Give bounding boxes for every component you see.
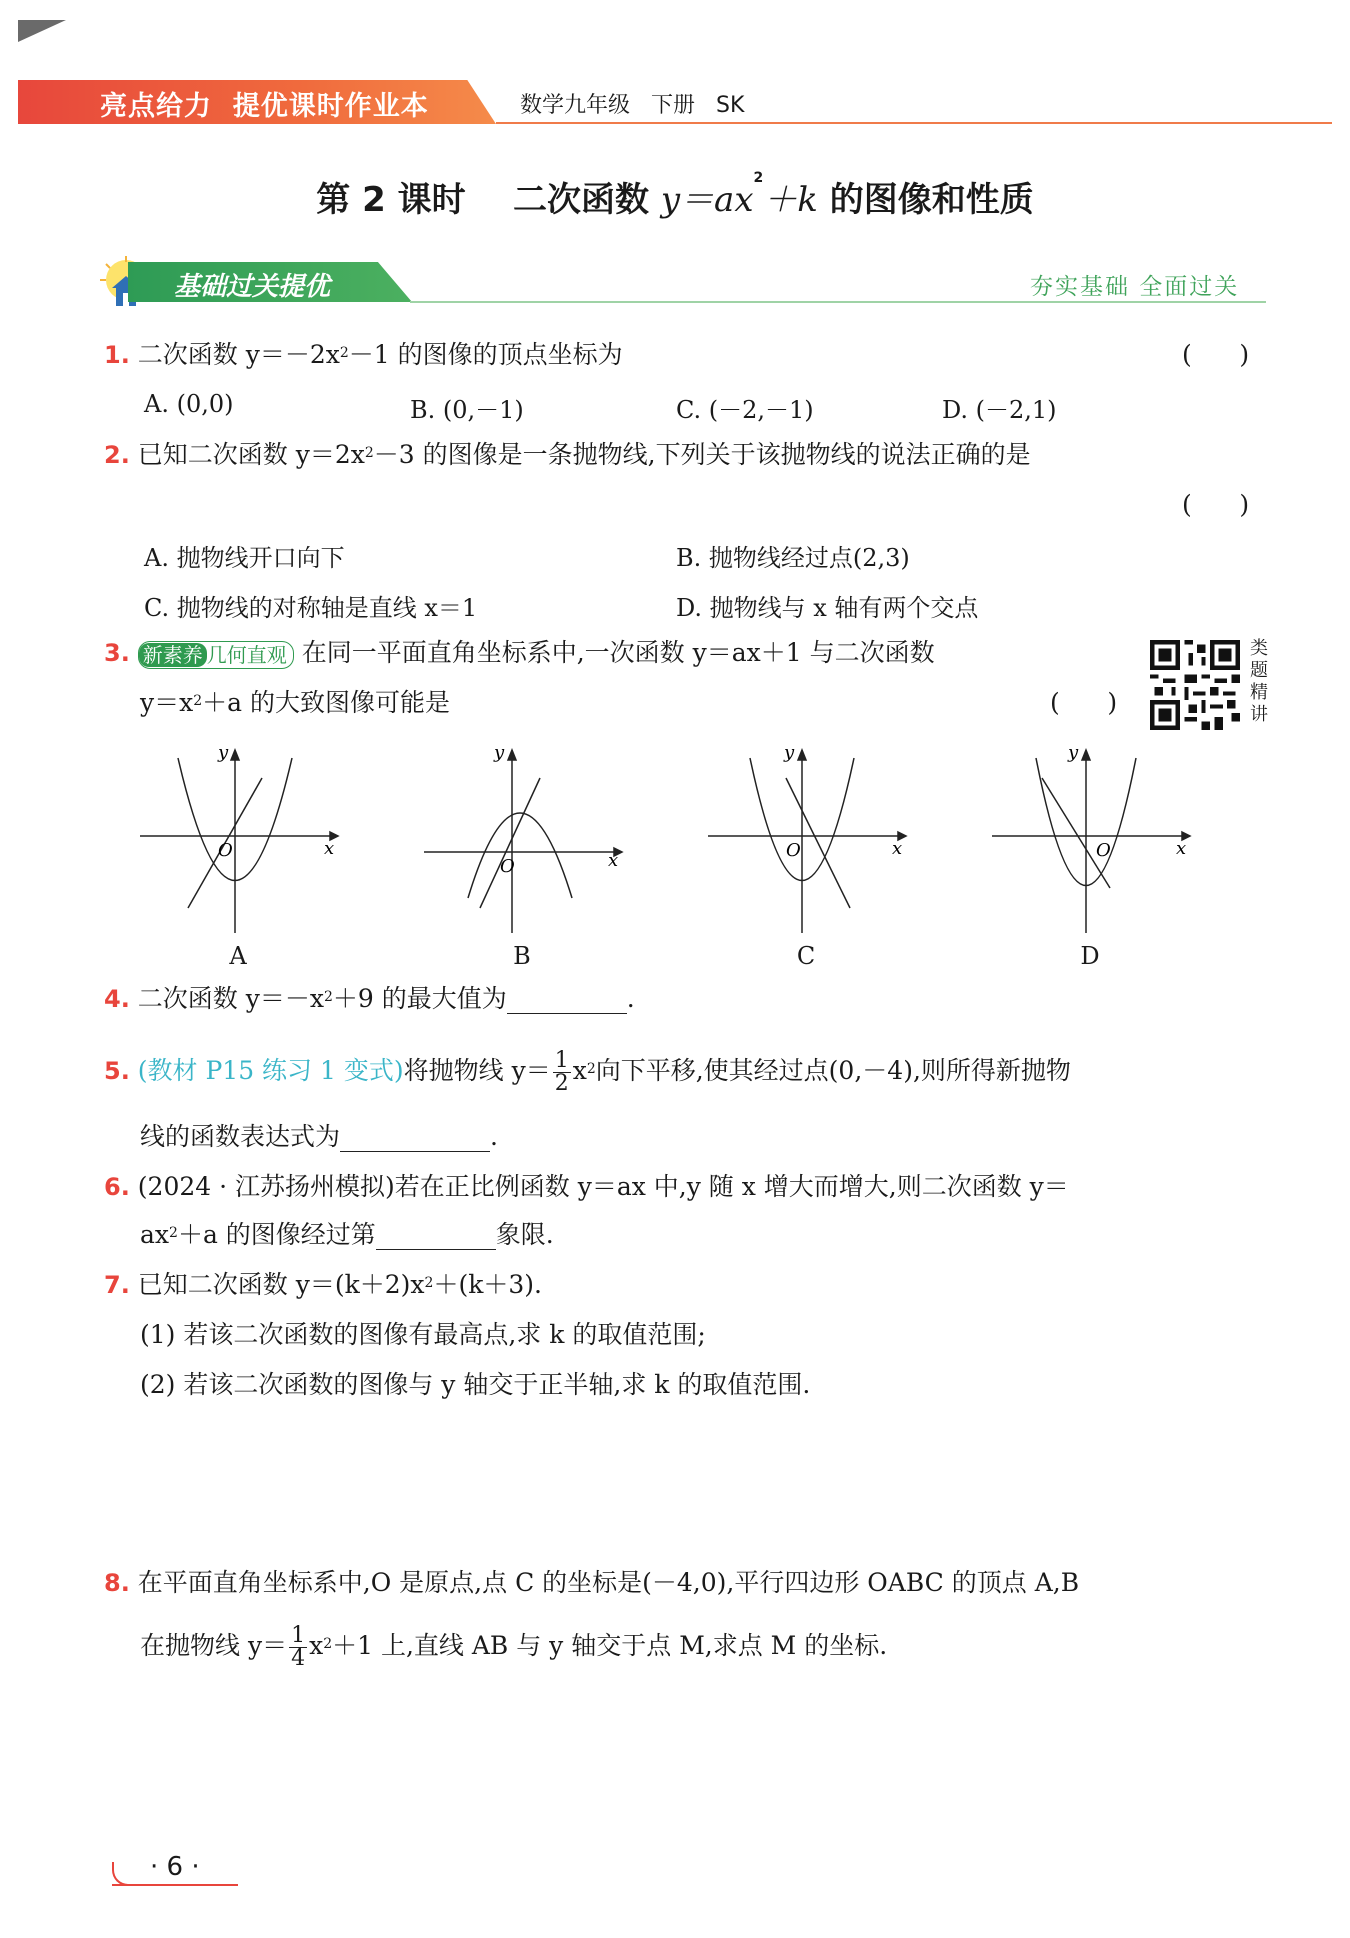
lesson-title xyxy=(0,172,1350,221)
q8-frac-num: 1 xyxy=(291,1623,306,1648)
question-5-line2 xyxy=(140,1122,498,1152)
q5-source: (教材 P15 练习 1 变式) xyxy=(137,1056,404,1085)
question-2 xyxy=(104,440,1031,470)
q2-option-d[interactable]: D. 抛物线与 x 轴有两个交点 xyxy=(676,594,979,622)
graph-c[interactable] xyxy=(708,748,908,938)
q8-text-c: x xyxy=(309,1631,324,1660)
graph-label-d: D xyxy=(1080,942,1100,970)
q6-answer-blank[interactable] xyxy=(376,1223,496,1250)
q6-text-c: ＋a 的图像经过第 xyxy=(177,1220,376,1249)
axis-y-label: y xyxy=(784,748,795,763)
question-number: 6. xyxy=(104,1173,130,1201)
header-subject: 数学九年级 xyxy=(520,93,631,118)
axis-x-label: x xyxy=(892,838,903,859)
q7-text-b: ＋(k＋3). xyxy=(433,1270,542,1299)
question-3 xyxy=(104,638,935,669)
q5-fraction xyxy=(553,1050,571,1095)
q7-answer-area[interactable] xyxy=(140,1410,1260,1560)
q1-answer-paren[interactable]: ( ) xyxy=(1182,340,1250,369)
q7-subquestion-1: (1) 若该二次函数的图像有最高点,求 k 的取值范围; xyxy=(140,1320,706,1349)
question-number: 4. xyxy=(104,985,130,1013)
section-motto: 夯实基础 全面过关 xyxy=(1030,274,1240,300)
question-8-line2 xyxy=(140,1620,887,1672)
q6-text-d: 象限. xyxy=(495,1220,554,1249)
page-number-underline xyxy=(112,1884,238,1886)
question-1 xyxy=(104,340,623,370)
q4-text-b: ＋9 的最大值为 xyxy=(332,984,507,1013)
question-number: 5. xyxy=(104,1057,130,1085)
header-divider xyxy=(496,122,1332,124)
qr-code-icon[interactable] xyxy=(1150,640,1240,730)
origin-label: O xyxy=(218,840,233,861)
q2-exp: 2 xyxy=(364,445,374,461)
page-number-decoration xyxy=(112,1862,140,1886)
lesson-title-suffix: 的图像和性质 xyxy=(829,180,1034,220)
question-6 xyxy=(104,1172,1069,1202)
section-title: 基础过关提优 xyxy=(174,272,331,302)
axis-x-label: x xyxy=(1176,838,1187,859)
question-number: 2. xyxy=(104,441,130,469)
q8-text-b: 在抛物线 y＝ xyxy=(140,1631,288,1660)
q1-option-a[interactable]: A. (0,0) xyxy=(144,390,234,418)
q4-exp: 2 xyxy=(323,989,333,1005)
q5-answer-blank[interactable] xyxy=(340,1125,490,1152)
q1-option-c[interactable]: C. (－2,－1) xyxy=(676,396,814,424)
question-5 xyxy=(104,1046,1071,1096)
q6-text-b: ax xyxy=(140,1220,170,1249)
qr-label-char: 题 xyxy=(1250,660,1268,681)
q1-text-a: 二次函数 y＝－2x xyxy=(137,340,340,369)
q8-fraction xyxy=(289,1625,307,1670)
q5-text-c: 向下平移,使其经过点(0,－4),则所得新抛物 xyxy=(595,1056,1071,1085)
q2-text-b: －3 的图像是一条抛物线,下列关于该抛物线的说法正确的是 xyxy=(373,440,1031,469)
header-edition: SK xyxy=(716,93,745,118)
graph-label-b: B xyxy=(513,942,531,970)
question-6-line2 xyxy=(140,1220,554,1250)
q5-end: . xyxy=(490,1122,498,1151)
axis-y-label: y xyxy=(218,748,229,763)
qr-label-char: 讲 xyxy=(1250,704,1268,725)
q2-option-b[interactable]: B. 抛物线经过点(2,3) xyxy=(676,544,910,572)
q5-frac-den: 2 xyxy=(554,1071,569,1096)
question-number: 1. xyxy=(104,341,130,369)
question-8 xyxy=(104,1568,1079,1598)
q6-exp: 2 xyxy=(169,1225,178,1241)
question-3-line2 xyxy=(140,688,450,718)
q4-answer-blank[interactable] xyxy=(507,987,627,1014)
q8-text-d: ＋1 上,直线 AB 与 y 轴交于点 M,求点 M 的坐标. xyxy=(332,1631,888,1660)
q1-option-d[interactable]: D. (－2,1) xyxy=(942,396,1057,424)
literacy-tag xyxy=(138,641,294,669)
q1-text-b: －1 的图像的顶点坐标为 xyxy=(348,340,623,369)
qr-label-char: 精 xyxy=(1250,682,1268,703)
q3-text-c: ＋a 的大致图像可能是 xyxy=(202,688,451,717)
graph-label-a: A xyxy=(229,942,247,970)
q3-text-a: 在同一平面直角坐标系中,一次函数 y＝ax＋1 与二次函数 xyxy=(301,638,935,667)
q5-frac-num: 1 xyxy=(554,1048,569,1073)
q5-exp: 2 xyxy=(586,1061,596,1077)
header-book-info xyxy=(520,88,744,119)
q5-text-b: x xyxy=(572,1056,587,1085)
question-7 xyxy=(104,1270,542,1300)
graph-b[interactable] xyxy=(424,748,624,938)
lesson-formula: y＝ax xyxy=(660,180,754,220)
q3-answer-paren[interactable]: ( ) xyxy=(1050,688,1118,717)
q3-text-b: y＝x xyxy=(140,688,194,717)
lesson-number: 第 2 课时 xyxy=(316,180,466,220)
graph-a[interactable] xyxy=(140,748,340,938)
origin-label: O xyxy=(500,856,515,877)
q3-exp: 2 xyxy=(193,693,203,709)
q8-exp: 2 xyxy=(323,1636,333,1652)
origin-label: O xyxy=(786,840,801,861)
q7-subquestion-2: (2) 若该二次函数的图像与 y 轴交于正半轴,求 k 的取值范围. xyxy=(140,1370,811,1399)
q1-option-b[interactable]: B. (0,－1) xyxy=(410,396,524,424)
q2-option-c[interactable]: C. 抛物线的对称轴是直线 x＝1 xyxy=(144,594,478,622)
axis-y-label: y xyxy=(494,748,505,763)
origin-label: O xyxy=(1096,840,1111,861)
lesson-formula-b: ＋k xyxy=(763,180,818,220)
q6-text-a: (2024 · 江苏扬州模拟)若在正比例函数 y＝ax 中,y 随 x 增大而增大,则二次函数 y＝ xyxy=(137,1172,1069,1201)
q4-text-a: 二次函数 y＝－x xyxy=(137,984,324,1013)
corner-mark xyxy=(18,20,66,42)
q5-text-a: 将抛物线 y＝ xyxy=(403,1056,551,1085)
q4-end: . xyxy=(626,984,635,1013)
q8-answer-area[interactable] xyxy=(140,1690,1260,1830)
page-number: · 6 · xyxy=(150,1852,200,1882)
header-volume: 下册 xyxy=(651,93,696,118)
q8-text-a: 在平面直角坐标系中,O 是原点,点 C 的坐标是(－4,0),平行四边形 OABC 的顶点 A,B xyxy=(137,1568,1080,1597)
literacy-tag-b: 几何直观 xyxy=(206,642,287,667)
question-number: 3. xyxy=(104,639,130,667)
header-brand: 亮点给力 提优课时作业本 xyxy=(100,91,429,122)
question-number: 7. xyxy=(104,1271,130,1299)
q1-exp: 2 xyxy=(339,345,349,361)
lesson-title-text: 二次函数 xyxy=(513,180,649,220)
q5-line2: 线的函数表达式为 xyxy=(140,1122,341,1151)
q2-answer-paren[interactable]: ( ) xyxy=(1182,490,1250,519)
section-divider xyxy=(410,301,1266,303)
qr-label xyxy=(1250,638,1270,726)
q2-text-a: 已知二次函数 y＝2x xyxy=(137,440,365,469)
question-4 xyxy=(104,984,635,1014)
q8-frac-den: 4 xyxy=(291,1646,306,1671)
q7-text-a: 已知二次函数 y＝(k＋2)x xyxy=(137,1270,425,1299)
qr-label-char: 类 xyxy=(1250,638,1268,659)
axis-x-label: x xyxy=(324,838,335,859)
axis-x-label: x xyxy=(608,850,619,871)
question-number: 8. xyxy=(104,1569,130,1597)
axis-y-label: y xyxy=(1068,748,1079,763)
graph-label-c: C xyxy=(796,942,816,970)
lesson-exp: 2 xyxy=(753,170,764,186)
literacy-tag-a: 新素养 xyxy=(139,643,207,667)
q2-option-a[interactable]: A. 抛物线开口向下 xyxy=(144,544,345,572)
q7-exp: 2 xyxy=(424,1275,434,1291)
graph-d[interactable] xyxy=(992,748,1192,938)
